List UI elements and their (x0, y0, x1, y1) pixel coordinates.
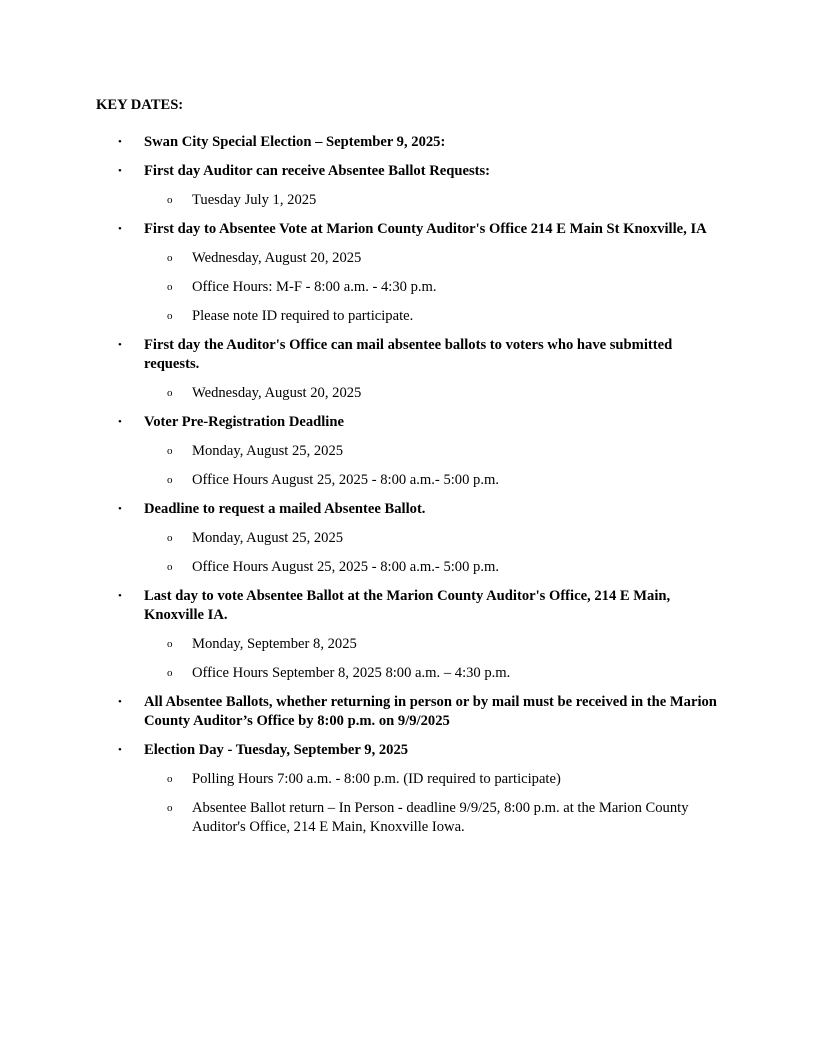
key-date-item (0, 587, 816, 625)
sub-bullet-icon: o (167, 474, 173, 486)
sub-bullet-icon: o (167, 445, 173, 457)
key-date-title: First day Auditor can receive Absentee Ballot Requests: (144, 163, 491, 179)
key-date-item (0, 220, 816, 239)
key-date-title: First day to Absentee Vote at Marion County Auditor's Office 214 E Main St Knoxville, IA (144, 221, 707, 237)
sub-bullet-icon: o (167, 638, 173, 650)
key-date-detail-text: Absentee Ballot return – In Person - deadline 9/9/25, 8:00 p.m. at the Marion County Auditor's Office, 214 E Main, Knoxville Iowa. (192, 800, 689, 835)
key-date-detail (0, 384, 816, 403)
bullet-icon: • (118, 223, 122, 235)
key-date-item (0, 500, 816, 519)
sub-bullet-icon: o (167, 252, 173, 264)
key-date-detail-text: Office Hours August 25, 2025 - 8:00 a.m.- 5:00 p.m. (192, 559, 499, 575)
key-date-detail (0, 664, 816, 683)
sub-bullet-icon: o (167, 773, 173, 785)
key-date-detail-text: Please note ID required to participate. (192, 308, 414, 324)
key-date-detail-text: Wednesday, August 20, 2025 (192, 250, 362, 266)
sub-bullet-icon: o (167, 310, 173, 322)
key-date-detail (0, 249, 816, 268)
sub-bullet-icon: o (167, 387, 173, 399)
key-date-detail (0, 307, 816, 326)
key-date-detail-text: Office Hours: M-F - 8:00 a.m. - 4:30 p.m. (192, 279, 437, 295)
key-date-title: Election Day - Tuesday, September 9, 2025 (144, 742, 409, 758)
bullet-icon: • (118, 696, 122, 708)
key-date-detail (0, 278, 816, 297)
sub-bullet-icon: o (167, 667, 173, 679)
key-date-detail-text: Polling Hours 7:00 a.m. - 8:00 p.m. (ID required to participate) (192, 771, 561, 787)
key-date-detail-text: Monday, September 8, 2025 (192, 636, 357, 652)
bullet-icon: • (118, 339, 122, 351)
bullet-icon: • (118, 744, 122, 756)
key-date-detail-text: Monday, August 25, 2025 (192, 530, 344, 546)
key-date-detail-text: Office Hours August 25, 2025 - 8:00 a.m.- 5:00 p.m. (192, 472, 499, 488)
key-date-detail (0, 770, 816, 789)
key-date-detail (0, 799, 816, 837)
bullet-icon: • (118, 590, 122, 602)
key-date-detail (0, 191, 816, 210)
key-date-item (0, 741, 816, 760)
key-date-detail (0, 635, 816, 654)
key-dates-heading: KEY DATES: (96, 97, 184, 113)
sub-bullet-icon: o (167, 561, 173, 573)
key-date-detail-text: Monday, August 25, 2025 (192, 443, 344, 459)
key-date-item (0, 133, 816, 152)
key-date-detail-text: Tuesday July 1, 2025 (192, 192, 317, 208)
sub-bullet-icon: o (167, 532, 173, 544)
key-date-title: Last day to vote Absentee Ballot at the Marion County Auditor's Office, 214 E Main, Knoxville IA. (144, 588, 671, 623)
key-dates-list (0, 133, 816, 847)
key-date-item (0, 413, 816, 432)
key-date-detail (0, 471, 816, 490)
key-date-title: Voter Pre-Registration Deadline (144, 414, 344, 430)
key-date-title: Deadline to request a mailed Absentee Ballot. (144, 501, 426, 517)
bullet-icon: • (118, 416, 122, 428)
bullet-icon: • (118, 503, 122, 515)
key-date-item (0, 693, 816, 731)
key-date-detail (0, 558, 816, 577)
key-date-detail-text: Office Hours September 8, 2025 8:00 a.m. – 4:30 p.m. (192, 665, 511, 681)
key-date-item (0, 336, 816, 374)
key-date-item (0, 162, 816, 181)
bullet-icon: • (118, 136, 122, 148)
bullet-icon: • (118, 165, 122, 177)
key-date-title: First day the Auditor's Office can mail absentee ballots to voters who have submitted requests. (144, 337, 673, 372)
sub-bullet-icon: o (167, 802, 173, 814)
sub-bullet-icon: o (167, 281, 173, 293)
key-date-title: Swan City Special Election – September 9, 2025: (144, 134, 446, 150)
key-date-detail (0, 442, 816, 461)
key-date-title: All Absentee Ballots, whether returning in person or by mail must be received in the Marion County Auditor’s Office by 8:00 p.m. on 9/9/2025 (144, 694, 717, 729)
key-date-detail-text: Wednesday, August 20, 2025 (192, 385, 362, 401)
key-date-detail (0, 529, 816, 548)
sub-bullet-icon: o (167, 194, 173, 206)
